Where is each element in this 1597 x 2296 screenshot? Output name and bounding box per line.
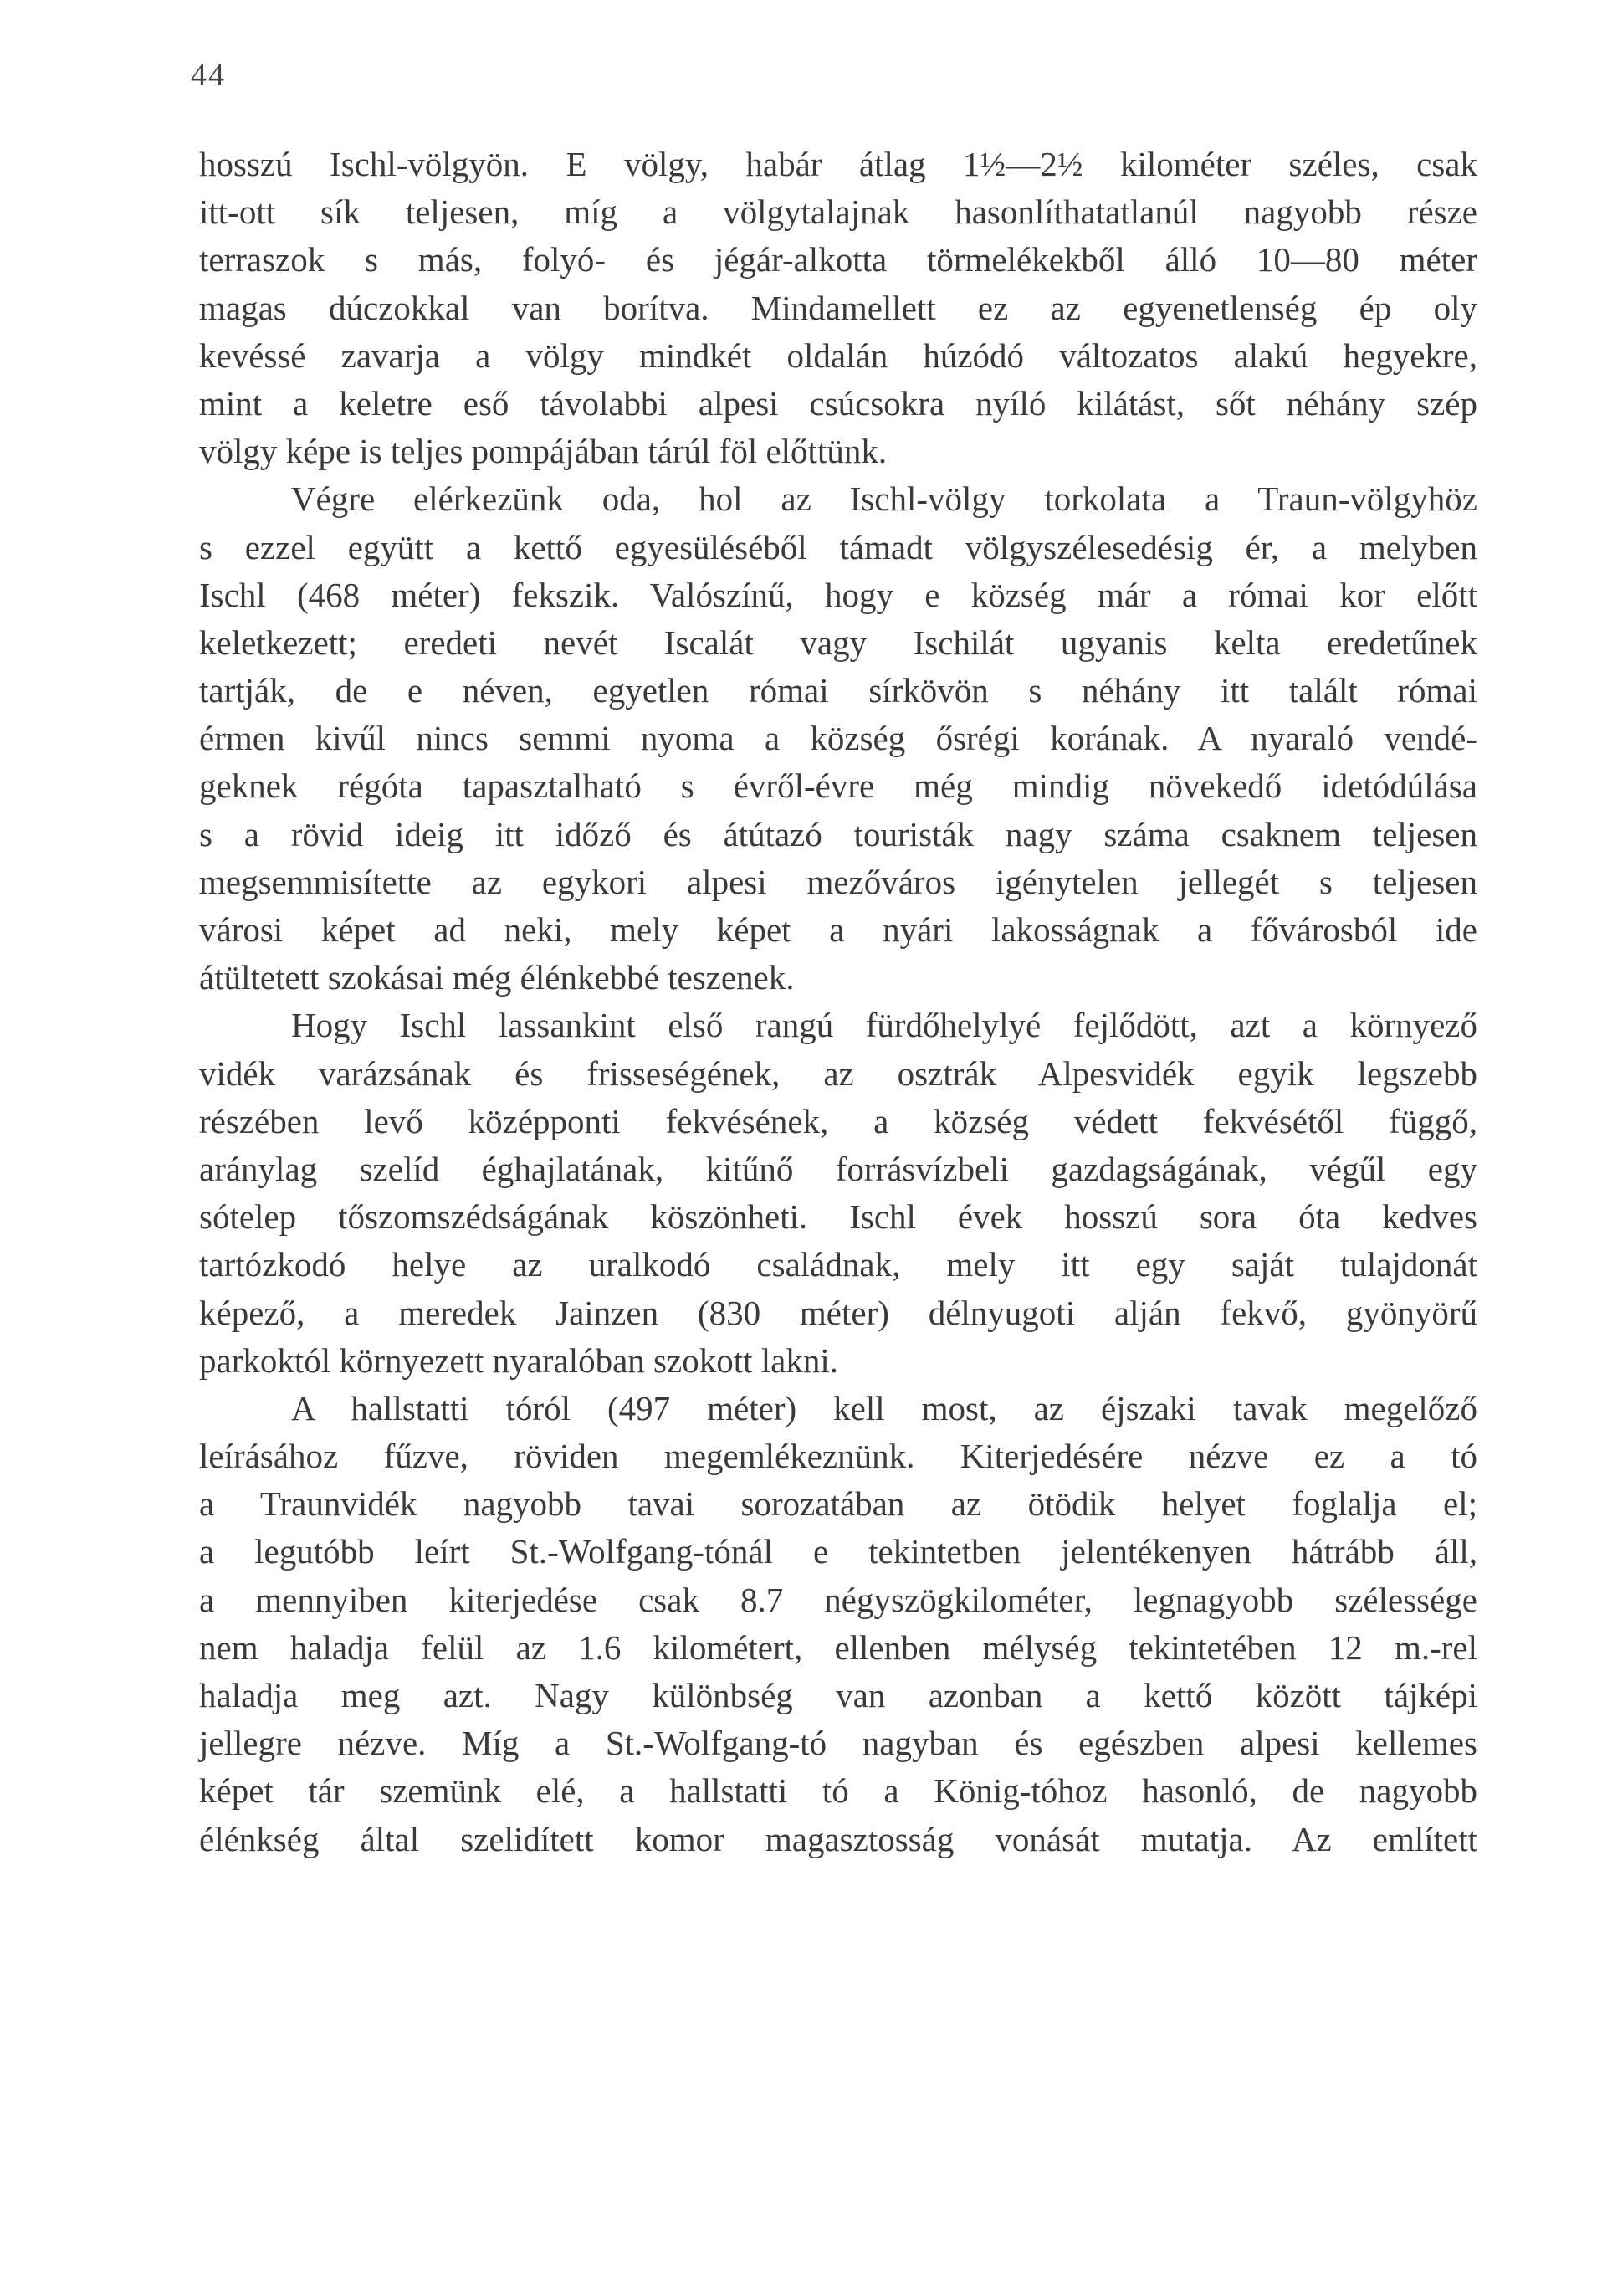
text-line: tartják, de e néven, egyetlen római sírkövön s néhány itt talált római xyxy=(199,671,1477,710)
text-line: érmen kivűl nincs semmi nyoma a község ősrégi korának. A nyaraló vendé- xyxy=(199,719,1477,758)
text-line: völgy képe is teljes pompájában tárúl föl előttünk. xyxy=(199,432,888,471)
text-line: itt-ott sík teljesen, míg a völgytalajnak hasonlíthatatlanúl nagyobb része xyxy=(199,192,1477,232)
text-line: képet tár szemünk elé, a hallstatti tó a König-tóhoz hasonló, de nagyobb xyxy=(199,1771,1477,1811)
text-line: parkoktól környezett nyaralóban szokott lakni. xyxy=(199,1340,838,1380)
text-line: s a rövid ideig itt időző és átútazó touristák nagy száma csaknem teljesen xyxy=(199,814,1477,853)
text-line: élénkség által szelidített komor magasztosság vonását mutatja. Az említett xyxy=(199,1819,1477,1858)
text-line: a mennyiben kiterjedése csak 8.7 négyszögkilométer, legnagyobb szélessége xyxy=(199,1580,1477,1619)
text-line: terraszok s más, folyó- és jégár-alkotta törmelékekből álló 10—80 méter xyxy=(199,240,1477,279)
text-line: geknek régóta tapasztalható s évről-évre még mindig növekedő idetódúlása xyxy=(199,766,1477,806)
text-line: mint a keletre eső távolabbi alpesi csúcsokra nyíló kilátást, sőt néhány szép xyxy=(199,383,1477,423)
text-line: hosszú Ischl-völgyön. E völgy, habár átlag 1½—2½ kilométer széles, csak xyxy=(199,145,1477,183)
text-line: aránylag szelíd éghajlatának, kitűnő forrásvízbeli gazdagságának, végűl egy xyxy=(199,1149,1477,1188)
text-line: részében levő középponti fekvésének, a község védett fekvésétől függő, xyxy=(199,1101,1477,1140)
text-line: Hogy Ischl lassankint első rangú fürdőhelylyé fejlődött, azt a környező xyxy=(291,1006,1477,1045)
text-line: keletkezett; eredeti nevét Iscalát vagy Ischilát ugyanis kelta eredetűnek xyxy=(199,623,1477,662)
text-line: Ischl (468 méter) fekszik. Valószínű, hogy e község már a római kor előtt xyxy=(199,575,1477,614)
text-line: a legutóbb leírt St.-Wolfgang-tónál e tekintetben jelentékenyen hátrább áll, xyxy=(199,1532,1477,1571)
text-line: Végre elérkezünk oda, hol az Ischl-völgy torkolata a Traun-völgyhöz xyxy=(291,479,1477,519)
text-line: átültetett szokásai még élénkebbé teszenek. xyxy=(199,958,795,997)
text-line: tartózkodó helye az uralkodó családnak, mely itt egy saját tulajdonát xyxy=(199,1245,1477,1284)
text-line: városi képet ad neki, mely képet a nyári lakosságnak a fővárosból ide xyxy=(199,910,1477,949)
page-number: 44 xyxy=(191,58,226,93)
text-line: a Traunvidék nagyobb tavai sorozatában az ötödik helyet foglalja el; xyxy=(199,1484,1477,1524)
text-line: sótelep tőszomszédságának köszönheti. Ischl évek hosszú sora óta kedves xyxy=(199,1197,1477,1237)
text-line: haladja meg azt. Nagy különbség van azonban a kettő között tájképi xyxy=(199,1676,1477,1714)
text-line: leírásához fűzve, röviden megemlékeznünk. Kiterjedésére nézve ez a tó xyxy=(199,1437,1477,1476)
text-line: magas dúczokkal van borítva. Mindamellett ez az egyenetlenség ép oly xyxy=(199,288,1477,327)
text-line: nem haladja felül az 1.6 kilométert, ellenben mélység tekintetében 12 m.-rel xyxy=(199,1627,1477,1667)
text-line: képező, a meredek Jainzen (830 méter) délnyugoti alján fekvő, gyönyörű xyxy=(199,1293,1477,1332)
text-line: A hallstatti tóról (497 méter) kell most, az éjszaki tavak megelőző xyxy=(291,1388,1477,1427)
text-line: s ezzel együtt a kettő egyesüléséből támadt völgyszélesedésig ér, a melyben xyxy=(199,527,1477,566)
body-text xyxy=(199,141,1477,1863)
text-line: kevéssé zavarja a völgy mindkét oldalán húzódó változatos alakú hegyekre, xyxy=(199,336,1477,375)
text-line: vidék varázsának és frisseségének, az osztrák Alpesvidék egyik legszebb xyxy=(199,1053,1477,1093)
text-line: jellegre nézve. Míg a St.-Wolfgang-tó nagyban és egészben alpesi kellemes xyxy=(199,1724,1477,1763)
text-line: megsemmisítette az egykori alpesi mezőváros igénytelen jellegét s teljesen xyxy=(199,862,1477,901)
